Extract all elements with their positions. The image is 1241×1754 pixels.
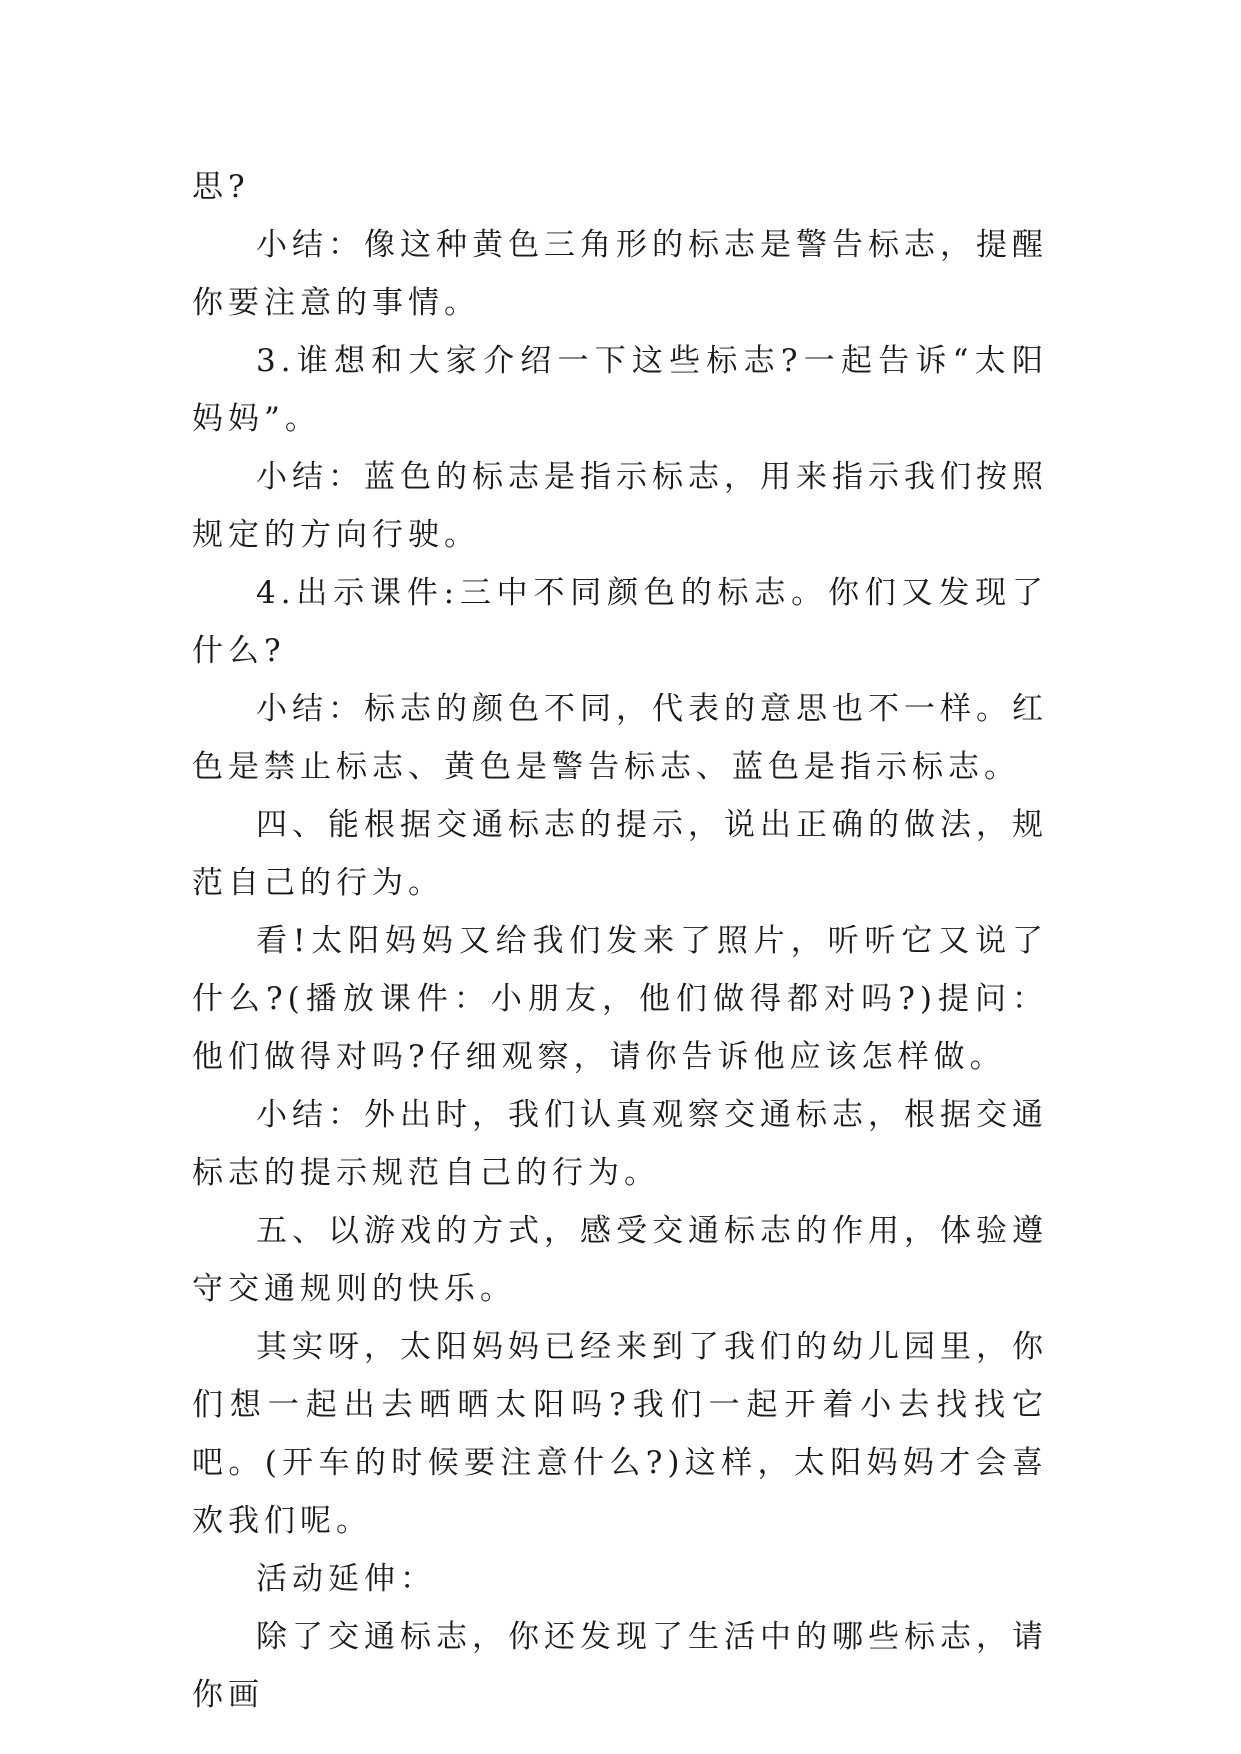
paragraph-13: 除了交通标志，你还发现了生活中的哪些标志，请你画 <box>192 1619 1048 1713</box>
paragraph-2: 小结：像这种黄色三角形的标志是警告标志，提醒你要注意的事情。 <box>192 227 1048 321</box>
paragraph-1: 思? <box>192 169 250 205</box>
paragraph-5: 4.出示课件:三中不同颜色的标志。你们又发现了什么? <box>192 575 1048 669</box>
paragraph-8: 看!太阳妈妈又给我们发来了照片，听听它又说了什么?(播放课件：小朋友，他们做得都对吗?)提问：他们做得对吗?仔细观察，请你告诉他应该怎样做。 <box>192 923 1048 1075</box>
paragraph-4: 小结：蓝色的标志是指示标志，用来指示我们按照规定的方向行驶。 <box>192 459 1048 553</box>
document-body <box>192 158 1048 1724</box>
paragraph-9: 小结：外出时，我们认真观察交通标志，根据交通标志的提示规范自己的行为。 <box>192 1097 1048 1191</box>
paragraph-12: 活动延伸： <box>256 1561 436 1597</box>
paragraph-10: 五、以游戏的方式，感受交通标志的作用，体验遵守交通规则的快乐。 <box>192 1213 1048 1307</box>
paragraph-6: 小结：标志的颜色不同，代表的意思也不一样。红色是禁止标志、黄色是警告标志、蓝色是指示标志。 <box>192 691 1048 785</box>
paragraph-7: 四、能根据交通标志的提示，说出正确的做法，规范自己的行为。 <box>192 807 1048 901</box>
paragraph-3: 3.谁想和大家介绍一下这些标志?一起告诉“太阳妈妈”。 <box>192 343 1048 437</box>
paragraph-11: 其实呀，太阳妈妈已经来到了我们的幼儿园里，你们想一起出去晒晒太阳吗?我们一起开着小去找找它吧。(开车的时候要注意什么?)这样，太阳妈妈才会喜欢我们呢。 <box>192 1329 1048 1539</box>
